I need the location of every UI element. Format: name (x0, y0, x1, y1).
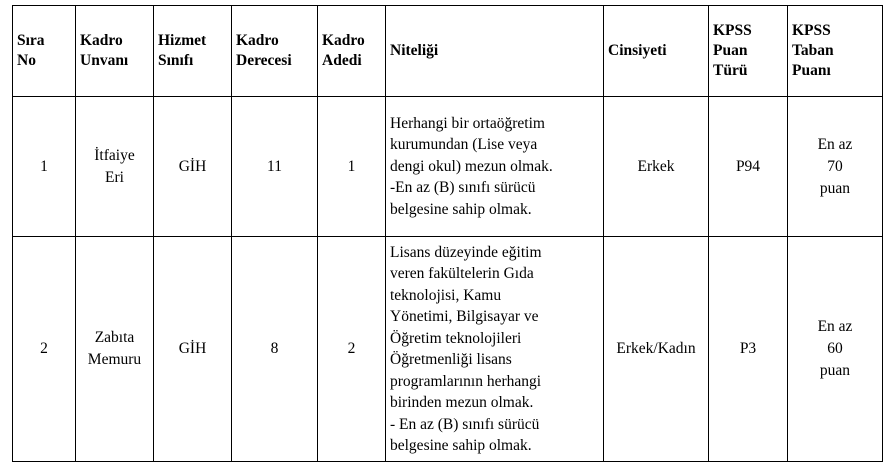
cell-niteligi (386, 97, 604, 237)
niteligi-line: belgesine sahip olmak. (390, 200, 532, 218)
table-row (13, 237, 883, 462)
header-kadro-unvani-line2: Unvanı (80, 52, 129, 69)
cell-cinsiyeti: Erkek/Kadın (604, 237, 709, 462)
header-kadro-unvani (76, 6, 154, 97)
cell-kadro-unvani-line1: Zabıta (94, 329, 135, 346)
header-kpss-puan-turu (709, 6, 788, 97)
cell-kpss-puan-turu: P94 (709, 97, 788, 237)
cell-kadro-derecesi: 8 (232, 237, 318, 462)
taban-puani-line1: En az (817, 318, 853, 335)
niteligi-line: kurumundan (Lise veya (390, 136, 538, 154)
header-cinsiyeti: Cinsiyeti (604, 6, 709, 97)
cell-cinsiyeti: Erkek (604, 97, 709, 237)
cell-niteligi (386, 237, 604, 462)
header-sira-no-line1: Sıra (17, 32, 45, 49)
header-hizmet-sinifi-line1: Hizmet (158, 32, 207, 49)
cell-kadro-unvani (76, 97, 154, 237)
header-kadro-derecesi (232, 6, 318, 97)
table-row (13, 97, 883, 237)
cell-sira-no: 1 (13, 97, 76, 237)
niteligi-line: birinden mezun olmak. (390, 394, 534, 411)
header-kadro-unvani-line1: Kadro (80, 32, 123, 49)
cell-hizmet-sinifi: GİH (154, 97, 232, 237)
taban-puani-line3: puan (819, 362, 851, 379)
header-sira-no-line2: No (17, 52, 36, 69)
taban-puani-line2: 60 (827, 340, 843, 357)
table-header (13, 6, 883, 97)
cell-kadro-derecesi: 11 (232, 97, 318, 237)
header-kpss-puan-turu-line2: Puan (713, 42, 748, 59)
cell-kadro-unvani-line2: Memuru (87, 351, 142, 368)
header-kpss-taban-puani (788, 6, 883, 97)
header-hizmet-sinifi (154, 6, 232, 97)
niteligi-line: dengi okul) mezun olmak. (390, 157, 553, 175)
niteligi-line: teknolojisi, Kamu (390, 286, 502, 304)
cell-kpss-taban-puani (788, 237, 883, 462)
header-kadro-adedi-line2: Adedi (322, 52, 362, 69)
kadro-table (12, 5, 883, 462)
cell-hizmet-sinifi: GİH (154, 237, 232, 462)
header-kpss-taban-puani-line3: Puanı (792, 62, 831, 79)
header-kpss-taban-puani-line1: KPSS (792, 22, 831, 39)
niteligi-line: programlarının herhangi (390, 372, 542, 390)
cell-kpss-puan-turu: P3 (709, 237, 788, 462)
header-sira-no (13, 6, 76, 97)
taban-puani-line2: 70 (827, 157, 843, 175)
niteligi-line: Yönetimi, Bilgisayar ve (390, 308, 539, 325)
header-kpss-taban-puani-line2: Taban (792, 42, 834, 59)
cell-kadro-unvani-line2: Eri (105, 168, 124, 186)
niteligi-line: Herhangi bir ortaöğretim (390, 114, 545, 132)
header-kpss-puan-turu-line1: KPSS (713, 22, 752, 39)
cell-kadro-unvani (76, 237, 154, 462)
niteligi-line: Öğretmenliği lisans (390, 351, 512, 368)
header-kadro-derecesi-line2: Derecesi (236, 52, 292, 69)
niteligi-line: -En az (B) sınıfı sürücü (390, 179, 536, 197)
taban-puani-line3: puan (819, 179, 851, 197)
cell-kadro-adedi: 2 (318, 237, 386, 462)
header-kadro-adedi (318, 6, 386, 97)
header-row (13, 6, 883, 97)
header-kpss-puan-turu-line3: Türü (713, 62, 748, 79)
cell-kpss-taban-puani (788, 97, 883, 237)
header-kadro-adedi-line1: Kadro (322, 32, 365, 49)
header-kadro-derecesi-line1: Kadro (236, 32, 279, 49)
header-hizmet-sinifi-line2: Sınıfı (158, 52, 194, 69)
header-niteligi: Niteliği (386, 6, 604, 97)
cell-kadro-adedi: 1 (318, 97, 386, 237)
niteligi-line: Lisans düzeyinde eğitim (390, 243, 542, 261)
niteligi-line: belgesine sahip olmak. (390, 437, 532, 454)
niteligi-line: - En az (B) sınıfı sürücü (390, 415, 540, 433)
niteligi-line: veren fakültelerin Gıda (390, 265, 534, 282)
table-body (13, 97, 883, 462)
cell-sira-no: 2 (13, 237, 76, 462)
taban-puani-line1: En az (817, 135, 853, 153)
cell-kadro-unvani-line1: İtfaiye (94, 146, 135, 164)
niteligi-line: Öğretim teknolojileri (390, 329, 522, 347)
